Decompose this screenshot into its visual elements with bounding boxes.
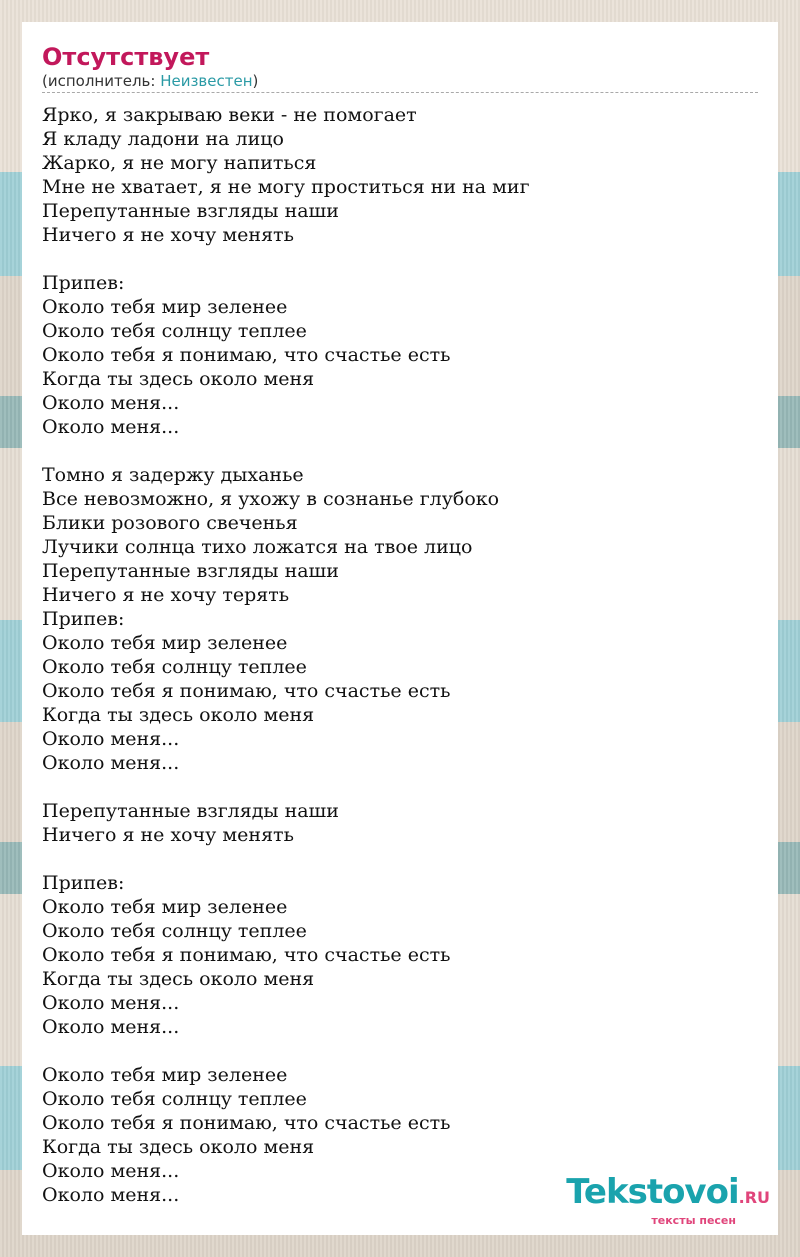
- lyrics-stanza: [42, 271, 758, 439]
- lyric-line: Когда ты здесь около меня: [42, 368, 315, 390]
- lyric-line: Ничего я не хочу менять: [42, 224, 294, 246]
- artist-prefix: (исполнитель:: [42, 72, 161, 90]
- lyric-line: Около тебя мир зеленее: [42, 296, 288, 318]
- lyric-line: Около меня...: [42, 1184, 180, 1206]
- artist-line: [42, 72, 758, 93]
- lyric-line: Около тебя солнцу теплее: [42, 920, 307, 942]
- lyric-line: Около тебя мир зеленее: [42, 896, 288, 918]
- logo-tld: .RU: [738, 1188, 770, 1207]
- lyric-line: Все невозможно, я ухожу в сознанье глубоко: [42, 488, 500, 510]
- lyric-line: Около тебя я понимаю, что счастье есть: [42, 344, 451, 366]
- lyric-line: Ярко, я закрываю веки - не помогает: [42, 104, 417, 126]
- lyric-line: Около меня...: [42, 752, 180, 774]
- lyric-line: Томно я задержу дыханье: [42, 464, 304, 486]
- lyric-line: Мне не хватает, я не могу проститься ни на миг: [42, 176, 530, 198]
- lyric-line: Припев:: [42, 872, 125, 894]
- lyric-line: Около меня...: [42, 728, 180, 750]
- lyrics-stanza: [42, 799, 758, 847]
- lyrics-stanza: [42, 463, 758, 775]
- lyric-line: Около меня...: [42, 992, 180, 1014]
- lyric-line: Около меня...: [42, 392, 180, 414]
- lyric-line: Когда ты здесь около меня: [42, 968, 315, 990]
- lyric-line: Когда ты здесь около меня: [42, 704, 315, 726]
- lyric-line: Ничего я не хочу менять: [42, 824, 294, 846]
- lyric-line: Около тебя мир зеленее: [42, 632, 288, 654]
- lyric-line: Перепутанные взгляды наши: [42, 560, 339, 582]
- lyric-line: Перепутанные взгляды наши: [42, 800, 339, 822]
- lyrics-stanza: [42, 871, 758, 1039]
- lyric-line: Около меня...: [42, 1016, 180, 1038]
- lyrics-stanza: [42, 103, 758, 247]
- lyrics-card: [22, 22, 778, 1235]
- lyric-line: Жарко, я не могу напиться: [42, 152, 317, 174]
- lyric-line: Около тебя я понимаю, что счастье есть: [42, 1112, 451, 1134]
- lyric-line: Около меня...: [42, 416, 180, 438]
- lyric-line: Около тебя мир зеленее: [42, 1064, 288, 1086]
- lyric-line: Перепутанные взгляды наши: [42, 200, 339, 222]
- lyric-line: Около меня...: [42, 1160, 180, 1182]
- site-logo[interactable]: [566, 1172, 770, 1227]
- artist-link[interactable]: Неизвестен: [160, 72, 253, 90]
- lyric-line: Около тебя солнцу теплее: [42, 320, 307, 342]
- lyric-line: Около тебя солнцу теплее: [42, 1088, 307, 1110]
- logo-name: Tekstovoi: [566, 1172, 739, 1212]
- lyric-line: Припев:: [42, 272, 125, 294]
- lyric-line: Блики розового свеченья: [42, 512, 298, 534]
- lyric-line: Около тебя я понимаю, что счастье есть: [42, 680, 451, 702]
- lyric-line: Когда ты здесь около меня: [42, 1136, 315, 1158]
- song-title: Отсутствует: [42, 43, 210, 71]
- lyric-line: Я кладу ладони на лицо: [42, 128, 284, 150]
- lyric-line: Лучики солнца тихо ложатся на твое лицо: [42, 536, 473, 558]
- lyric-line: Ничего я не хочу терять: [42, 584, 290, 606]
- lyrics-body: [42, 103, 758, 1207]
- artist-suffix: ): [252, 72, 259, 90]
- lyric-line: Припев:: [42, 608, 125, 630]
- lyric-line: Около тебя солнцу теплее: [42, 656, 307, 678]
- lyric-line: Около тебя я понимаю, что счастье есть: [42, 944, 451, 966]
- logo-tagline: тексты песен: [651, 1214, 736, 1227]
